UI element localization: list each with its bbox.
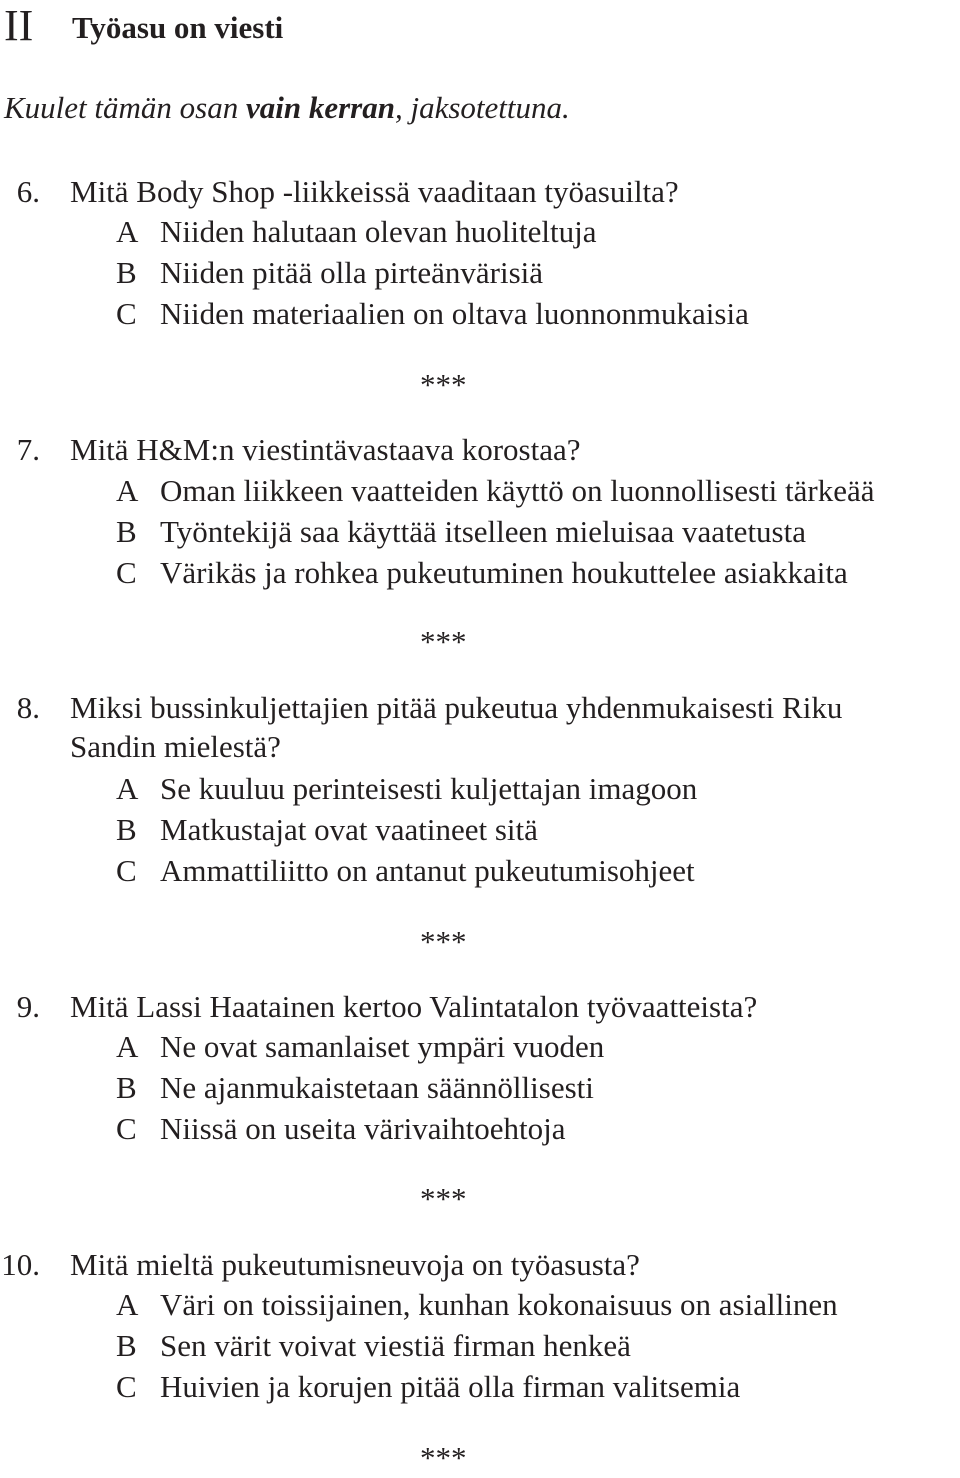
instruction-emphasis: vain kerran	[245, 90, 395, 125]
option-letter: C	[116, 853, 137, 888]
option-text: Sen värit voivat viestiä firman henkeä	[160, 1328, 631, 1363]
option-text: Väri on toissijainen, kunhan kokonaisuus on asiallinen	[160, 1287, 838, 1322]
option-text: Ammattiliitto on antanut pukeutumisohjeet	[160, 853, 695, 888]
separator: ***	[420, 1181, 467, 1216]
question-text: Mitä Body Shop -liikkeissä vaaditaan työasuilta?	[70, 174, 679, 209]
option-letter: C	[116, 296, 137, 331]
question-text-continued: Sandin mielestä?	[70, 729, 281, 764]
question-number: 9.	[16, 989, 40, 1024]
option-text: Niissä on useita värivaihtoehtoja	[160, 1111, 566, 1146]
option-letter: B	[116, 1328, 137, 1363]
question-text: Mitä Lassi Haatainen kertoo Valintatalon työvaatteista?	[70, 989, 758, 1024]
option-letter: A	[116, 1287, 139, 1322]
option-letter: A	[116, 1029, 139, 1064]
question-text: Mitä H&M:n viestintävastaava korostaa?	[70, 432, 581, 467]
option-text: Työntekijä saa käyttää itselleen mieluisaa vaatetusta	[160, 514, 806, 549]
option-text: Matkustajat ovat vaatineet sitä	[160, 812, 538, 847]
option-text: Niiden halutaan olevan huoliteltuja	[160, 214, 597, 249]
option-letter: A	[116, 473, 139, 508]
question-number: 10.	[1, 1247, 40, 1282]
option-text: Ne ajanmukaistetaan säännöllisesti	[160, 1070, 594, 1105]
question-number: 8.	[16, 690, 40, 725]
question-number: 7.	[16, 432, 40, 467]
listening-instruction	[4, 88, 570, 128]
option-letter: A	[116, 214, 139, 249]
option-letter: B	[116, 514, 137, 549]
section-number: II	[4, 1, 34, 50]
separator: ***	[420, 924, 467, 959]
separator: ***	[420, 367, 467, 402]
section-title: Työasu on viesti	[72, 10, 284, 45]
option-text: Ne ovat samanlaiset ympäri vuoden	[160, 1029, 605, 1064]
option-text: Värikäs ja rohkea pukeutuminen houkuttelee asiakkaita	[160, 555, 848, 590]
option-text: Niiden pitää olla pirteänvärisiä	[160, 255, 544, 290]
option-letter: C	[116, 1111, 137, 1146]
separator: ***	[420, 624, 467, 659]
instruction-text-start: Kuulet tämän osan	[4, 90, 246, 125]
option-letter: C	[116, 555, 137, 590]
option-text: Se kuuluu perinteisesti kuljettajan imagoon	[160, 771, 698, 806]
question-text: Miksi bussinkuljettajien pitää pukeutua yhdenmukaisesti Riku	[70, 690, 843, 725]
option-letter: C	[116, 1369, 137, 1404]
instruction-text-end: , jaksotettuna.	[394, 90, 570, 125]
separator: ***	[420, 1440, 467, 1475]
option-letter: A	[116, 771, 139, 806]
option-text: Oman liikkeen vaatteiden käyttö on luonnollisesti tärkeää	[160, 473, 875, 508]
question-text: Mitä mieltä pukeutumisneuvoja on työasusta?	[70, 1247, 640, 1282]
option-letter: B	[116, 812, 137, 847]
option-text: Huivien ja korujen pitää olla firman valitsemia	[160, 1369, 741, 1404]
question-number: 6.	[16, 174, 40, 209]
option-letter: B	[116, 255, 137, 290]
option-text: Niiden materiaalien on oltava luonnonmukaisia	[160, 296, 749, 331]
option-letter: B	[116, 1070, 137, 1105]
